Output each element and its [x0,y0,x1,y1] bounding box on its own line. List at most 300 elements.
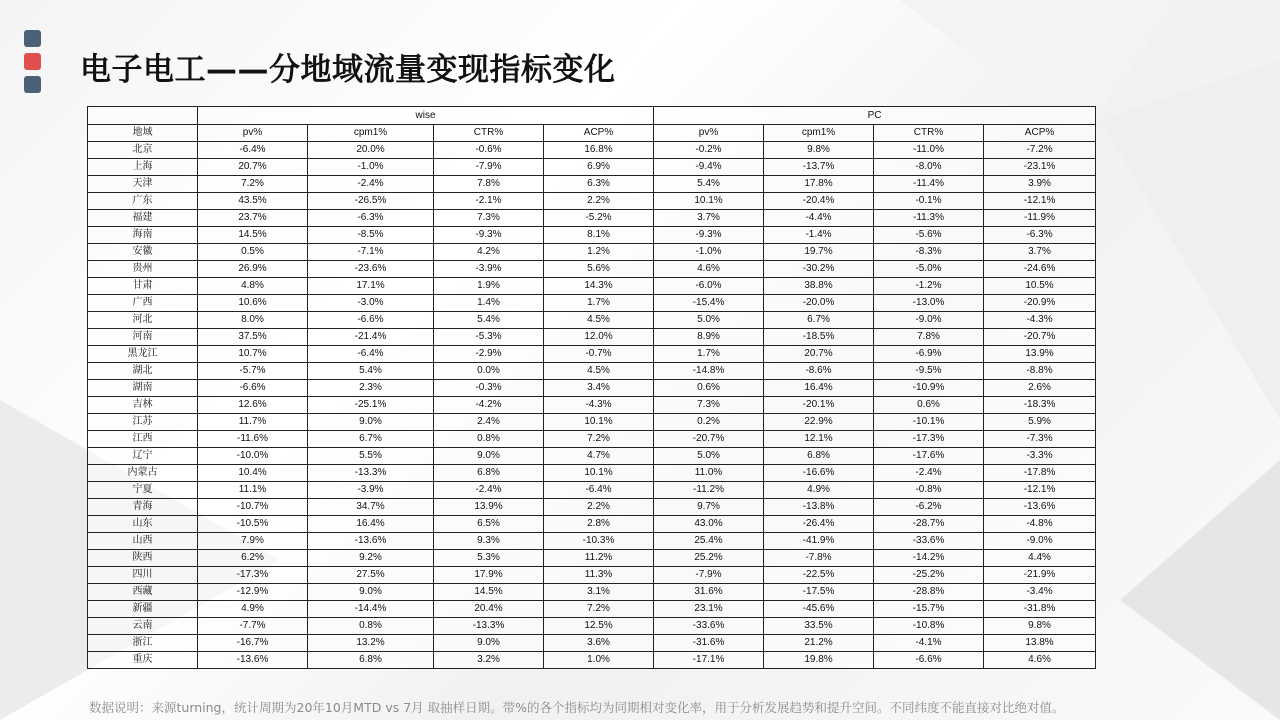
value-cell: 6.2% [198,550,308,567]
value-cell: -2.4% [308,176,434,193]
value-cell: 9.3% [434,533,544,550]
group-header-wise: wise [198,107,654,125]
value-cell: -11.4% [874,176,984,193]
value-cell: 16.4% [308,516,434,533]
value-cell: -7.3% [984,431,1096,448]
value-cell: 5.0% [654,448,764,465]
value-cell: 37.5% [198,329,308,346]
value-cell: 8.1% [544,227,654,244]
value-cell: 4.5% [544,312,654,329]
value-cell: -10.3% [544,533,654,550]
value-cell: 23.7% [198,210,308,227]
value-cell: 10.4% [198,465,308,482]
value-cell: 6.9% [544,159,654,176]
table-row [88,414,1096,431]
table-row [88,431,1096,448]
value-cell: 7.2% [544,431,654,448]
value-cell: 3.9% [984,176,1096,193]
value-cell: -14.2% [874,550,984,567]
value-cell: 5.4% [434,312,544,329]
value-cell: -12.1% [984,193,1096,210]
value-cell: 6.8% [434,465,544,482]
value-cell: 10.1% [654,193,764,210]
value-cell: -7.7% [198,618,308,635]
group-header-empty [88,107,198,125]
value-cell: -10.5% [198,516,308,533]
value-cell: -10.1% [874,414,984,431]
value-cell: 3.6% [544,635,654,652]
value-cell: -13.6% [308,533,434,550]
value-cell: -9.0% [984,533,1096,550]
value-cell: 13.8% [984,635,1096,652]
value-cell: -4.3% [544,397,654,414]
value-cell: -20.0% [764,295,874,312]
column-header: CTR% [874,125,984,142]
value-cell: -10.9% [874,380,984,397]
value-cell: -11.0% [874,142,984,159]
table-row [88,465,1096,482]
value-cell: 5.4% [654,176,764,193]
value-cell: -13.8% [764,499,874,516]
value-cell: 5.3% [434,550,544,567]
value-cell: 0.0% [434,363,544,380]
value-cell: -17.3% [198,567,308,584]
region-cell: 湖南 [88,380,198,397]
value-cell: -3.3% [984,448,1096,465]
table-body [88,142,1096,669]
value-cell: 13.9% [434,499,544,516]
accent-square-middle [24,53,41,70]
value-cell: 6.7% [308,431,434,448]
group-header-pc: PC [654,107,1096,125]
value-cell: -13.0% [874,295,984,312]
value-cell: -33.6% [874,533,984,550]
value-cell: 14.5% [434,584,544,601]
value-cell: -5.0% [874,261,984,278]
value-cell: -20.1% [764,397,874,414]
value-cell: -9.4% [654,159,764,176]
value-cell: -5.2% [544,210,654,227]
value-cell: 31.6% [654,584,764,601]
value-cell: 34.7% [308,499,434,516]
value-cell: 4.7% [544,448,654,465]
value-cell: -11.3% [874,210,984,227]
column-header: ACP% [544,125,654,142]
value-cell: -13.7% [764,159,874,176]
value-cell: 12.1% [764,431,874,448]
value-cell: -17.8% [984,465,1096,482]
value-cell: -14.4% [308,601,434,618]
table-row [88,516,1096,533]
value-cell: -24.6% [984,261,1096,278]
table-row [88,142,1096,159]
value-cell: 11.1% [198,482,308,499]
value-cell: -9.3% [654,227,764,244]
value-cell: -6.4% [544,482,654,499]
region-cell: 北京 [88,142,198,159]
region-cell: 安徽 [88,244,198,261]
table-row [88,363,1096,380]
value-cell: -13.6% [198,652,308,669]
value-cell: -4.3% [984,312,1096,329]
value-cell: 11.3% [544,567,654,584]
value-cell: -7.1% [308,244,434,261]
region-cell: 四川 [88,567,198,584]
value-cell: -0.6% [434,142,544,159]
value-cell: 16.8% [544,142,654,159]
value-cell: -26.5% [308,193,434,210]
value-cell: -2.9% [434,346,544,363]
value-cell: 9.0% [308,584,434,601]
value-cell: 4.8% [198,278,308,295]
value-cell: 1.2% [544,244,654,261]
value-cell: -28.7% [874,516,984,533]
value-cell: -15.7% [874,601,984,618]
table-row [88,346,1096,363]
value-cell: -18.5% [764,329,874,346]
value-cell: -25.2% [874,567,984,584]
value-cell: 1.7% [544,295,654,312]
value-cell: -20.9% [984,295,1096,312]
value-cell: -14.8% [654,363,764,380]
column-header: cpm1% [764,125,874,142]
table-row [88,193,1096,210]
region-cell: 广东 [88,193,198,210]
region-cell: 浙江 [88,635,198,652]
value-cell: 3.1% [544,584,654,601]
region-cell: 吉林 [88,397,198,414]
value-cell: 27.5% [308,567,434,584]
value-cell: -0.2% [654,142,764,159]
value-cell: -6.4% [198,142,308,159]
region-cell: 江苏 [88,414,198,431]
value-cell: 10.6% [198,295,308,312]
value-cell: -1.4% [764,227,874,244]
value-cell: 6.3% [544,176,654,193]
value-cell: -11.9% [984,210,1096,227]
region-cell: 重庆 [88,652,198,669]
value-cell: -5.3% [434,329,544,346]
value-cell: 19.7% [764,244,874,261]
value-cell: 7.8% [434,176,544,193]
value-cell: 10.1% [544,414,654,431]
value-cell: 2.8% [544,516,654,533]
value-cell: 7.3% [654,397,764,414]
table-row [88,380,1096,397]
value-cell: -30.2% [764,261,874,278]
value-cell: 6.8% [764,448,874,465]
region-cell: 江西 [88,431,198,448]
value-cell: 13.2% [308,635,434,652]
accent-square-top [24,30,41,47]
value-cell: -23.1% [984,159,1096,176]
value-cell: 25.4% [654,533,764,550]
table-row [88,329,1096,346]
value-cell: 17.1% [308,278,434,295]
value-cell: 0.2% [654,414,764,431]
table-row [88,601,1096,618]
region-cell: 贵州 [88,261,198,278]
table-row [88,295,1096,312]
value-cell: -2.4% [874,465,984,482]
column-header: ACP% [984,125,1096,142]
value-cell: -4.4% [764,210,874,227]
value-cell: -10.7% [198,499,308,516]
value-cell: -17.5% [764,584,874,601]
region-cell: 上海 [88,159,198,176]
value-cell: -0.8% [874,482,984,499]
value-cell: 4.9% [764,482,874,499]
column-header-row [88,125,1096,142]
value-cell: 2.4% [434,414,544,431]
value-cell: 43.5% [198,193,308,210]
value-cell: -16.6% [764,465,874,482]
value-cell: -0.3% [434,380,544,397]
value-cell: -41.9% [764,533,874,550]
value-cell: 7.2% [544,601,654,618]
value-cell: -20.4% [764,193,874,210]
value-cell: -10.8% [874,618,984,635]
value-cell: 25.2% [654,550,764,567]
value-cell: -0.7% [544,346,654,363]
region-cell: 甘肃 [88,278,198,295]
value-cell: 5.0% [654,312,764,329]
table-row [88,261,1096,278]
value-cell: -7.8% [764,550,874,567]
value-cell: -3.9% [308,482,434,499]
value-cell: -9.5% [874,363,984,380]
value-cell: -9.3% [434,227,544,244]
value-cell: 38.8% [764,278,874,295]
value-cell: -23.6% [308,261,434,278]
value-cell: 20.4% [434,601,544,618]
value-cell: -1.2% [874,278,984,295]
region-cell: 福建 [88,210,198,227]
value-cell: -6.3% [308,210,434,227]
value-cell: -22.5% [764,567,874,584]
table-row [88,176,1096,193]
region-cell: 河北 [88,312,198,329]
region-cell: 山西 [88,533,198,550]
value-cell: -8.3% [874,244,984,261]
value-cell: 14.3% [544,278,654,295]
table-row [88,652,1096,669]
value-cell: 7.2% [198,176,308,193]
value-cell: 2.2% [544,499,654,516]
value-cell: 0.6% [654,380,764,397]
table-row [88,210,1096,227]
region-cell: 海南 [88,227,198,244]
value-cell: 20.7% [764,346,874,363]
value-cell: 10.7% [198,346,308,363]
value-cell: -8.5% [308,227,434,244]
value-cell: -12.9% [198,584,308,601]
value-cell: 0.5% [198,244,308,261]
value-cell: -13.3% [434,618,544,635]
value-cell: 43.0% [654,516,764,533]
value-cell: 10.5% [984,278,1096,295]
value-cell: -4.1% [874,635,984,652]
column-header: pv% [198,125,308,142]
table-header [88,107,1096,142]
value-cell: 2.2% [544,193,654,210]
value-cell: 7.9% [198,533,308,550]
value-cell: 4.2% [434,244,544,261]
value-cell: -8.8% [984,363,1096,380]
column-header: 地域 [88,125,198,142]
value-cell: 12.6% [198,397,308,414]
value-cell: 22.9% [764,414,874,431]
value-cell: -21.4% [308,329,434,346]
value-cell: 3.2% [434,652,544,669]
value-cell: -17.6% [874,448,984,465]
region-cell: 广西 [88,295,198,312]
region-cell: 西藏 [88,584,198,601]
value-cell: 26.9% [198,261,308,278]
group-header-row [88,107,1096,125]
value-cell: -20.7% [654,431,764,448]
table-row [88,244,1096,261]
value-cell: 9.8% [764,142,874,159]
value-cell: -11.6% [198,431,308,448]
table-row [88,567,1096,584]
region-cell: 内蒙古 [88,465,198,482]
value-cell: 3.7% [654,210,764,227]
region-cell: 新疆 [88,601,198,618]
value-cell: 21.2% [764,635,874,652]
value-cell: -0.1% [874,193,984,210]
column-header: pv% [654,125,764,142]
region-cell: 云南 [88,618,198,635]
value-cell: 6.5% [434,516,544,533]
value-cell: -6.2% [874,499,984,516]
value-cell: 9.8% [984,618,1096,635]
value-cell: -31.8% [984,601,1096,618]
table-row [88,227,1096,244]
accent-square-bottom [24,76,41,93]
value-cell: -9.0% [874,312,984,329]
value-cell: 0.8% [434,431,544,448]
region-cell: 黑龙江 [88,346,198,363]
table-row [88,312,1096,329]
data-table [87,106,1096,669]
table-row [88,397,1096,414]
value-cell: -12.1% [984,482,1096,499]
value-cell: -6.6% [308,312,434,329]
value-cell: 2.6% [984,380,1096,397]
value-cell: 9.0% [308,414,434,431]
value-cell: 3.7% [984,244,1096,261]
value-cell: 9.0% [434,635,544,652]
value-cell: -28.8% [874,584,984,601]
value-cell: -16.7% [198,635,308,652]
value-cell: 5.4% [308,363,434,380]
value-cell: -2.4% [434,482,544,499]
value-cell: 1.0% [544,652,654,669]
value-cell: -3.4% [984,584,1096,601]
value-cell: 5.5% [308,448,434,465]
value-cell: 4.6% [654,261,764,278]
value-cell: -7.9% [654,567,764,584]
value-cell: 3.4% [544,380,654,397]
table-row [88,635,1096,652]
value-cell: -4.2% [434,397,544,414]
value-cell: -25.1% [308,397,434,414]
value-cell: 8.9% [654,329,764,346]
value-cell: 5.6% [544,261,654,278]
table-row [88,533,1096,550]
value-cell: 13.9% [984,346,1096,363]
value-cell: -8.6% [764,363,874,380]
value-cell: 8.0% [198,312,308,329]
value-cell: 1.4% [434,295,544,312]
value-cell: 1.7% [654,346,764,363]
value-cell: 9.2% [308,550,434,567]
value-cell: 2.3% [308,380,434,397]
value-cell: -3.0% [308,295,434,312]
value-cell: -31.6% [654,635,764,652]
region-cell: 湖北 [88,363,198,380]
value-cell: -1.0% [308,159,434,176]
value-cell: -2.1% [434,193,544,210]
table-row [88,159,1096,176]
value-cell: -8.0% [874,159,984,176]
table-row [88,278,1096,295]
value-cell: 19.8% [764,652,874,669]
table-row [88,584,1096,601]
value-cell: -18.3% [984,397,1096,414]
value-cell: -6.4% [308,346,434,363]
value-cell: -26.4% [764,516,874,533]
value-cell: 4.9% [198,601,308,618]
value-cell: -7.2% [984,142,1096,159]
value-cell: -17.1% [654,652,764,669]
value-cell: -6.6% [198,380,308,397]
value-cell: -5.6% [874,227,984,244]
value-cell: 6.7% [764,312,874,329]
column-header: cpm1% [308,125,434,142]
region-cell: 宁夏 [88,482,198,499]
value-cell: -1.0% [654,244,764,261]
value-cell: 17.9% [434,567,544,584]
region-cell: 山东 [88,516,198,533]
table-row [88,482,1096,499]
value-cell: 7.8% [874,329,984,346]
value-cell: -7.9% [434,159,544,176]
value-cell: -4.8% [984,516,1096,533]
value-cell: 11.0% [654,465,764,482]
value-cell: 17.8% [764,176,874,193]
value-cell: -11.2% [654,482,764,499]
value-cell: 5.9% [984,414,1096,431]
value-cell: 9.0% [434,448,544,465]
value-cell: 4.5% [544,363,654,380]
value-cell: -10.0% [198,448,308,465]
value-cell: -13.3% [308,465,434,482]
value-cell: 6.8% [308,652,434,669]
value-cell: 4.4% [984,550,1096,567]
region-cell: 河南 [88,329,198,346]
value-cell: 7.3% [434,210,544,227]
region-cell: 天津 [88,176,198,193]
value-cell: -45.6% [764,601,874,618]
value-cell: 33.5% [764,618,874,635]
value-cell: 14.5% [198,227,308,244]
value-cell: 23.1% [654,601,764,618]
value-cell: -6.9% [874,346,984,363]
value-cell: -13.6% [984,499,1096,516]
value-cell: 9.7% [654,499,764,516]
